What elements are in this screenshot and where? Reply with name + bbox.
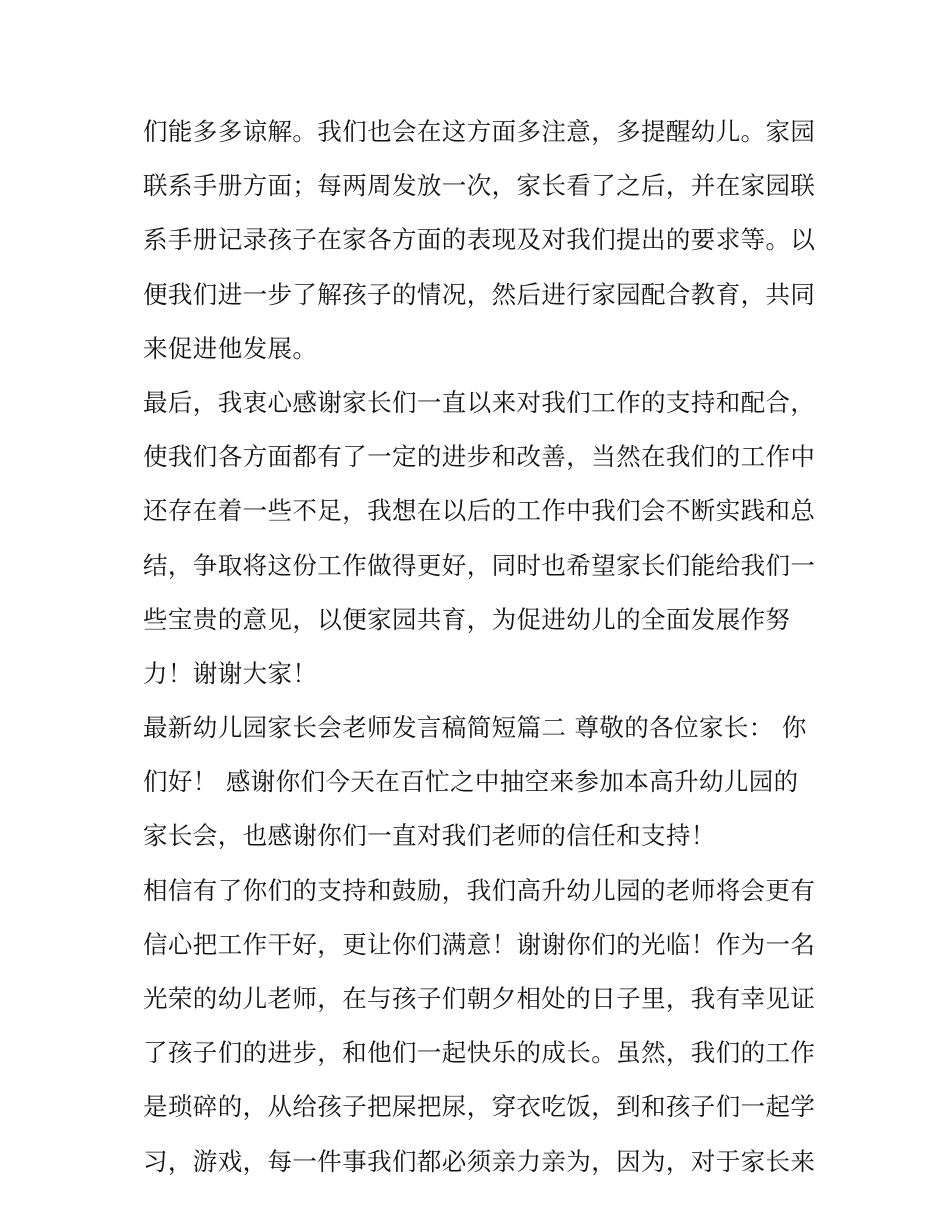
text-line: 了孩子们的进步，和他们一起快乐的成长。虽然，我们的工作 — [143, 1038, 816, 1068]
text-line: 来促进他发展。 — [143, 333, 318, 363]
text-line: 还存在着一些不足，我想在以后的工作中我们会不断实践和总 — [143, 496, 816, 526]
text-line: 光荣的幼儿老师，在与孩子们朝夕相处的日子里，我有幸见证 — [143, 984, 816, 1013]
text-line: 们好！ 感谢你们今天在百忙之中抽空来参加本高升幼儿园的 — [143, 767, 799, 797]
text-line: 家长会，也感谢你们一直对我们老师的信任和支持！ — [143, 821, 716, 851]
text-line: 些宝贵的意见，以便家园共育，为促进幼儿的全面发展作努 — [143, 604, 791, 634]
text-line: 是琐碎的，从给孩子把屎把尿，穿衣吃饭，到和孩子们一起学 — [143, 1092, 816, 1122]
text-line: 联系手册方面；每两周发放一次，家长看了之后，并在家园联 — [143, 171, 816, 201]
text-line: 使我们各方面都有了一定的进步和改善，当然在我们的工作中 — [143, 442, 816, 472]
text-line: 力！谢谢大家！ — [143, 658, 318, 688]
text-line: 最后，我衷心感谢家长们一直以来对我们工作的支持和配合， — [143, 387, 816, 417]
section-heading-line: 最新幼儿园家长会老师发言稿简短篇二 尊敬的各位家长： 你 — [143, 713, 807, 743]
text-line: 习，游戏，每一件事我们都必须亲力亲为，因为，对于家长来 — [143, 1146, 816, 1176]
text-line: 便我们进一步了解孩子的情况，然后进行家园配合教育，共同 — [143, 279, 816, 309]
text-line: 相信有了你们的支持和鼓励，我们高升幼儿园的老师将会更有 — [143, 875, 816, 905]
text-line: 系手册记录孩子在家各方面的表现及对我们提出的要求等。以 — [143, 225, 816, 255]
document-body — [143, 105, 823, 1189]
text-line: 们能多多谅解。我们也会在这方面多注意，多提醒幼儿。家园 — [143, 117, 816, 146]
text-line: 信心把工作干好，更让你们满意！谢谢你们的光临！作为一名 — [143, 929, 816, 959]
text-line: 结，争取将这份工作做得更好，同时也希望家长们能给我们一 — [143, 550, 816, 580]
